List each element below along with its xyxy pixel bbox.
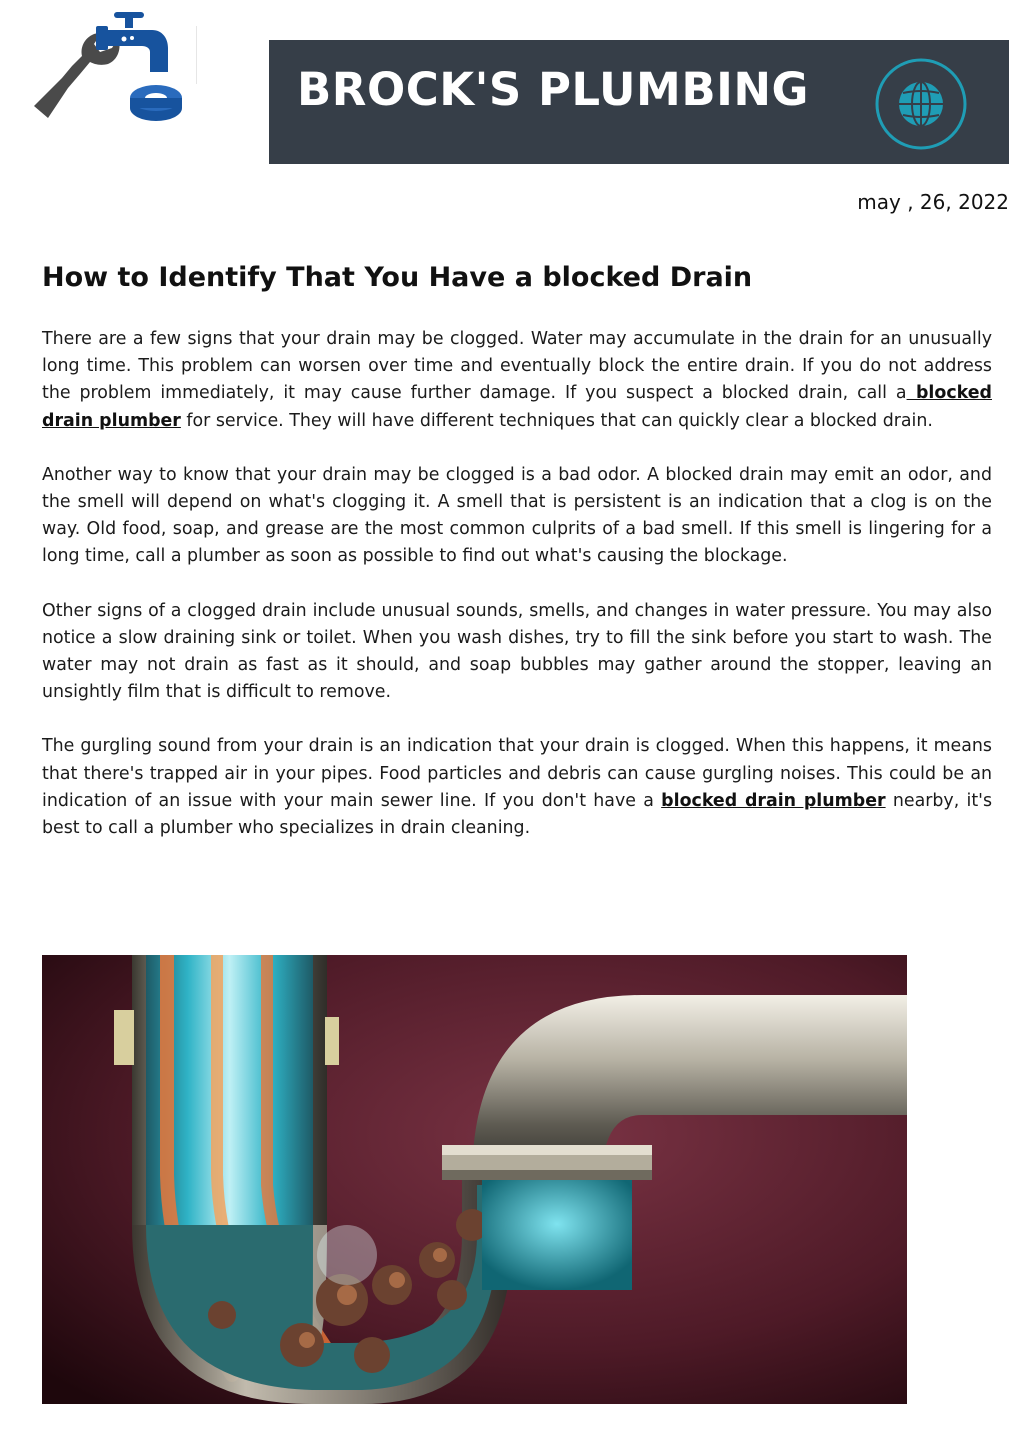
globe-icon[interactable] (873, 56, 969, 152)
paragraph-1 (42, 326, 992, 435)
paragraph-3: Other signs of a clogged drain include unusual sounds, smells, and changes in water pressure. You may also notice a slow draining sink or toilet. When you wash dishes, try to fill the sink before you start to wash. The water may not drain as fast as it should, and soap bubbles may gather around the stopper, leaving an unsightly film that is difficult to remove. (42, 600, 992, 703)
company-name: BROCK'S PLUMBING (297, 63, 809, 116)
blocked-drain-plumber-link[interactable]: blocked drain plumber (42, 383, 992, 431)
article-title: How to Identify That You Have a blocked Drain (42, 262, 753, 293)
logo-divider (196, 26, 197, 84)
paragraph-1-text-start: There are a few signs that your drain may be clogged. Water may accumulate in the drain for an unusually long time. This problem can worsen over time and eventually block the entire drain. If you do not address the problem immediately, it may cause further damage. If you suspect a blocked drain, call a (42, 329, 992, 404)
header-banner (269, 40, 1009, 164)
paragraph-1-text-end: for service. They will have different techniques that can quickly clear a blocked drain. (180, 410, 933, 431)
paragraph-4 (42, 733, 992, 842)
clogged-pipe-image (42, 955, 907, 1404)
paragraph-2: Another way to know that your drain may be clogged is a bad odor. A blocked drain may emit an odor, and the smell will depend on what's clogging it. A smell that is persistent is an indication that a clog is on the way. Old food, soap, and grease are the most common culprits of a bad smell. If this smell is lingering for a long time, call a plumber as soon as possible to find out what's causing the blockage. (42, 464, 992, 567)
paragraph-4-text-end: nearby, it's best to call a plumber who specializes in drain cleaning. (42, 790, 993, 839)
paragraph-4-text-start: The gurgling sound from your drain is an indication that your drain is clogged. When this happens, it means that there's trapped air in your pipes. Food particles and debris can cause gurgling noises. This could be an indication of an issue with your main sewer line. If you don't have a (42, 736, 992, 811)
publish-date: may , 26, 2022 (857, 190, 1009, 214)
faucet-wrench-icon (28, 8, 188, 128)
blocked-drain-plumber-link-2[interactable]: blocked drain plumber (661, 790, 886, 811)
article-body (42, 326, 992, 869)
clogged-p-trap-illustration (42, 955, 907, 1404)
company-logo (28, 8, 188, 128)
